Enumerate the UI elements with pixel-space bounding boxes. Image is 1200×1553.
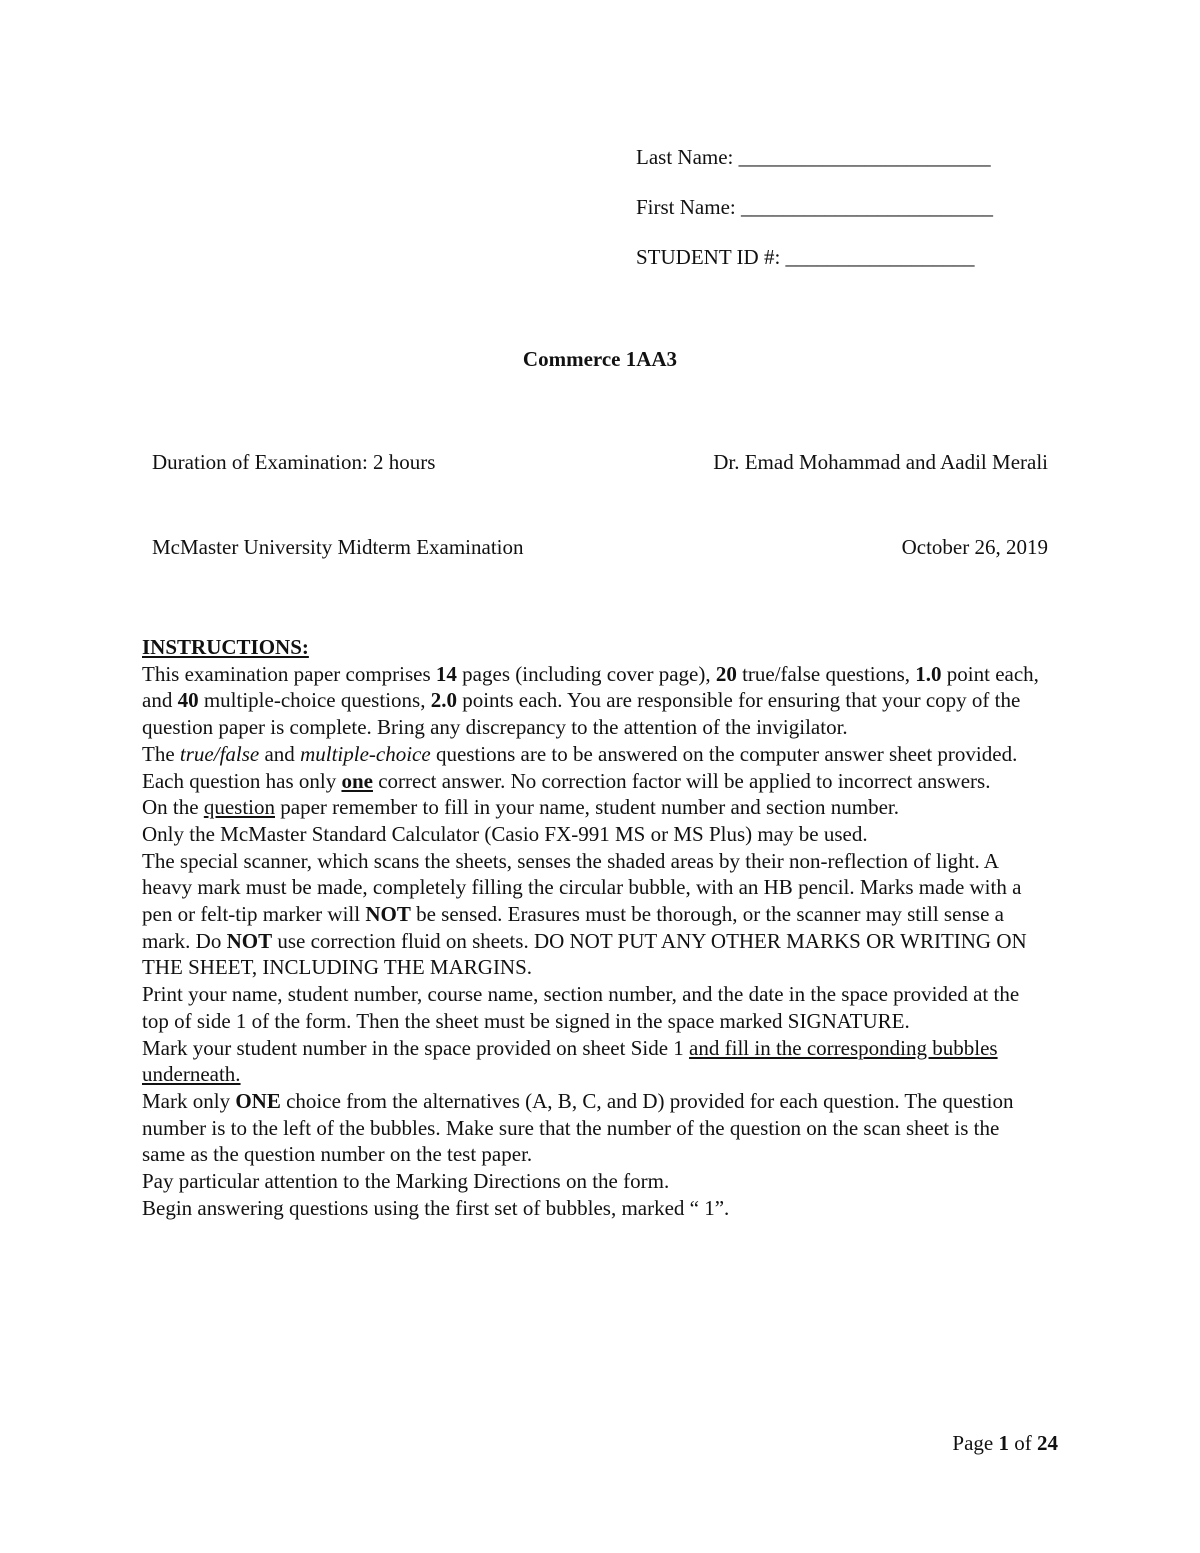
instruction-emphasis: and fill in the corresponding bubbles underneath.: [142, 1035, 998, 1087]
instruction-scanner: [142, 848, 1042, 982]
instruction-marking-directions: Pay particular attention to the Marking Directions on the form.: [142, 1169, 670, 1194]
instruction-text: true/false questions,: [736, 661, 916, 686]
instruction-text: On the: [142, 795, 204, 820]
instruction-emphasis: true/false: [179, 741, 260, 766]
instruction-calculator: Only the McMaster Standard Calculator (Casio FX-991 MS or MS Plus) may be used.: [142, 821, 868, 846]
course-title: Commerce 1AA3: [522, 347, 678, 371]
instruction-text: paper remember to fill in your name, student number and section number.: [275, 795, 899, 820]
instruction-fill-name: [142, 794, 1042, 821]
instructions-section: [142, 634, 1042, 1221]
instruction-text: choice from the alternatives (A, B, C, and D) provided for each question. The question number is to the left of the bubbles. Make sure that the number of the question on the scan sheet is the same as the question number on the test paper.: [142, 1088, 1014, 1167]
page-current: 1: [998, 1431, 1009, 1455]
instruction-text: The: [142, 741, 180, 766]
exam-name: McMaster University Midterm Examination: [152, 535, 524, 559]
instruction-text: Mark only: [142, 1088, 236, 1113]
instruction-text: Each question has only: [142, 768, 342, 793]
instruction-begin: Begin answering questions using the first set of bubbles, marked “ 1”.: [142, 1195, 730, 1220]
last-name-field[interactable]: Last Name: ________________________: [636, 145, 991, 169]
instruction-one-answer: [142, 768, 1042, 795]
page-number: [952, 1431, 1058, 1456]
instruction-text: points each. You are responsible for ensuring that your copy of the question paper is complete. Bring any discrepancy to the attention of the invigilator.: [142, 688, 1021, 740]
mc-points: 2.0: [430, 688, 457, 713]
page-count: 14: [435, 661, 457, 686]
tf-points: 1.0: [915, 661, 942, 686]
page-label: Page: [952, 1431, 999, 1455]
instruction-emphasis: question: [203, 795, 275, 820]
instruction-answer-sheet: [142, 741, 1042, 768]
tf-count: 20: [715, 661, 737, 686]
instruction-emphasis: one: [341, 768, 373, 793]
instruction-text: questions are to be answered on the computer answer sheet provided.: [430, 741, 1018, 766]
instruction-text: use correction fluid on sheets. DO NOT PUT ANY OTHER MARKS OR WRITING ON THE SHEET, INCLUDING THE MARGINS.: [142, 928, 1027, 980]
instruction-emphasis: NOT: [365, 902, 411, 927]
instructors: Dr. Emad Mohammad and Aadil Merali: [713, 450, 1048, 474]
instruction-text: point each, and: [142, 661, 1039, 713]
page-of: of: [1009, 1431, 1037, 1455]
instruction-emphasis: ONE: [235, 1088, 281, 1113]
instruction-print-details: Print your name, student number, course name, section number, and the date in the space provided at the top of side 1 of the form. Then the sheet must be signed in the space marked SIGNATURE.: [142, 982, 1020, 1033]
instruction-text: Mark your student number in the space provided on sheet Side 1: [142, 1035, 690, 1060]
page-total: 24: [1037, 1431, 1058, 1455]
instruction-text: multiple-choice questions,: [198, 688, 431, 713]
student-id-field[interactable]: STUDENT ID #: __________________: [636, 245, 975, 269]
exam-date: October 26, 2019: [901, 535, 1048, 559]
instruction-pages: [142, 661, 1042, 741]
instruction-text: The special scanner, which scans the sheets, senses the shaded areas by their non-reflection of light. A heavy mark must be made, completely filling the circular bubble, with an HB pencil. Marks made with a pen or felt-tip marker will: [142, 848, 1022, 927]
instruction-text: and: [259, 741, 301, 766]
instruction-text: This examination paper comprises: [142, 661, 436, 686]
instruction-emphasis: NOT: [226, 928, 273, 953]
instruction-text: pages (including cover page),: [456, 661, 716, 686]
instruction-text: be sensed. Erasures must be thorough, or the scanner may still sense a mark. Do: [142, 902, 1004, 953]
first-name-field[interactable]: First Name: ________________________: [636, 195, 993, 219]
exam-duration: Duration of Examination: 2 hours: [152, 450, 436, 474]
instruction-student-number: [142, 1035, 1042, 1088]
instruction-text: correct answer. No correction factor will be applied to incorrect answers.: [372, 768, 991, 793]
instruction-one-choice: [142, 1088, 1042, 1168]
instructions-heading: INSTRUCTIONS:: [142, 635, 309, 659]
instruction-emphasis: multiple-choice: [300, 741, 431, 766]
mc-count: 40: [177, 688, 199, 713]
